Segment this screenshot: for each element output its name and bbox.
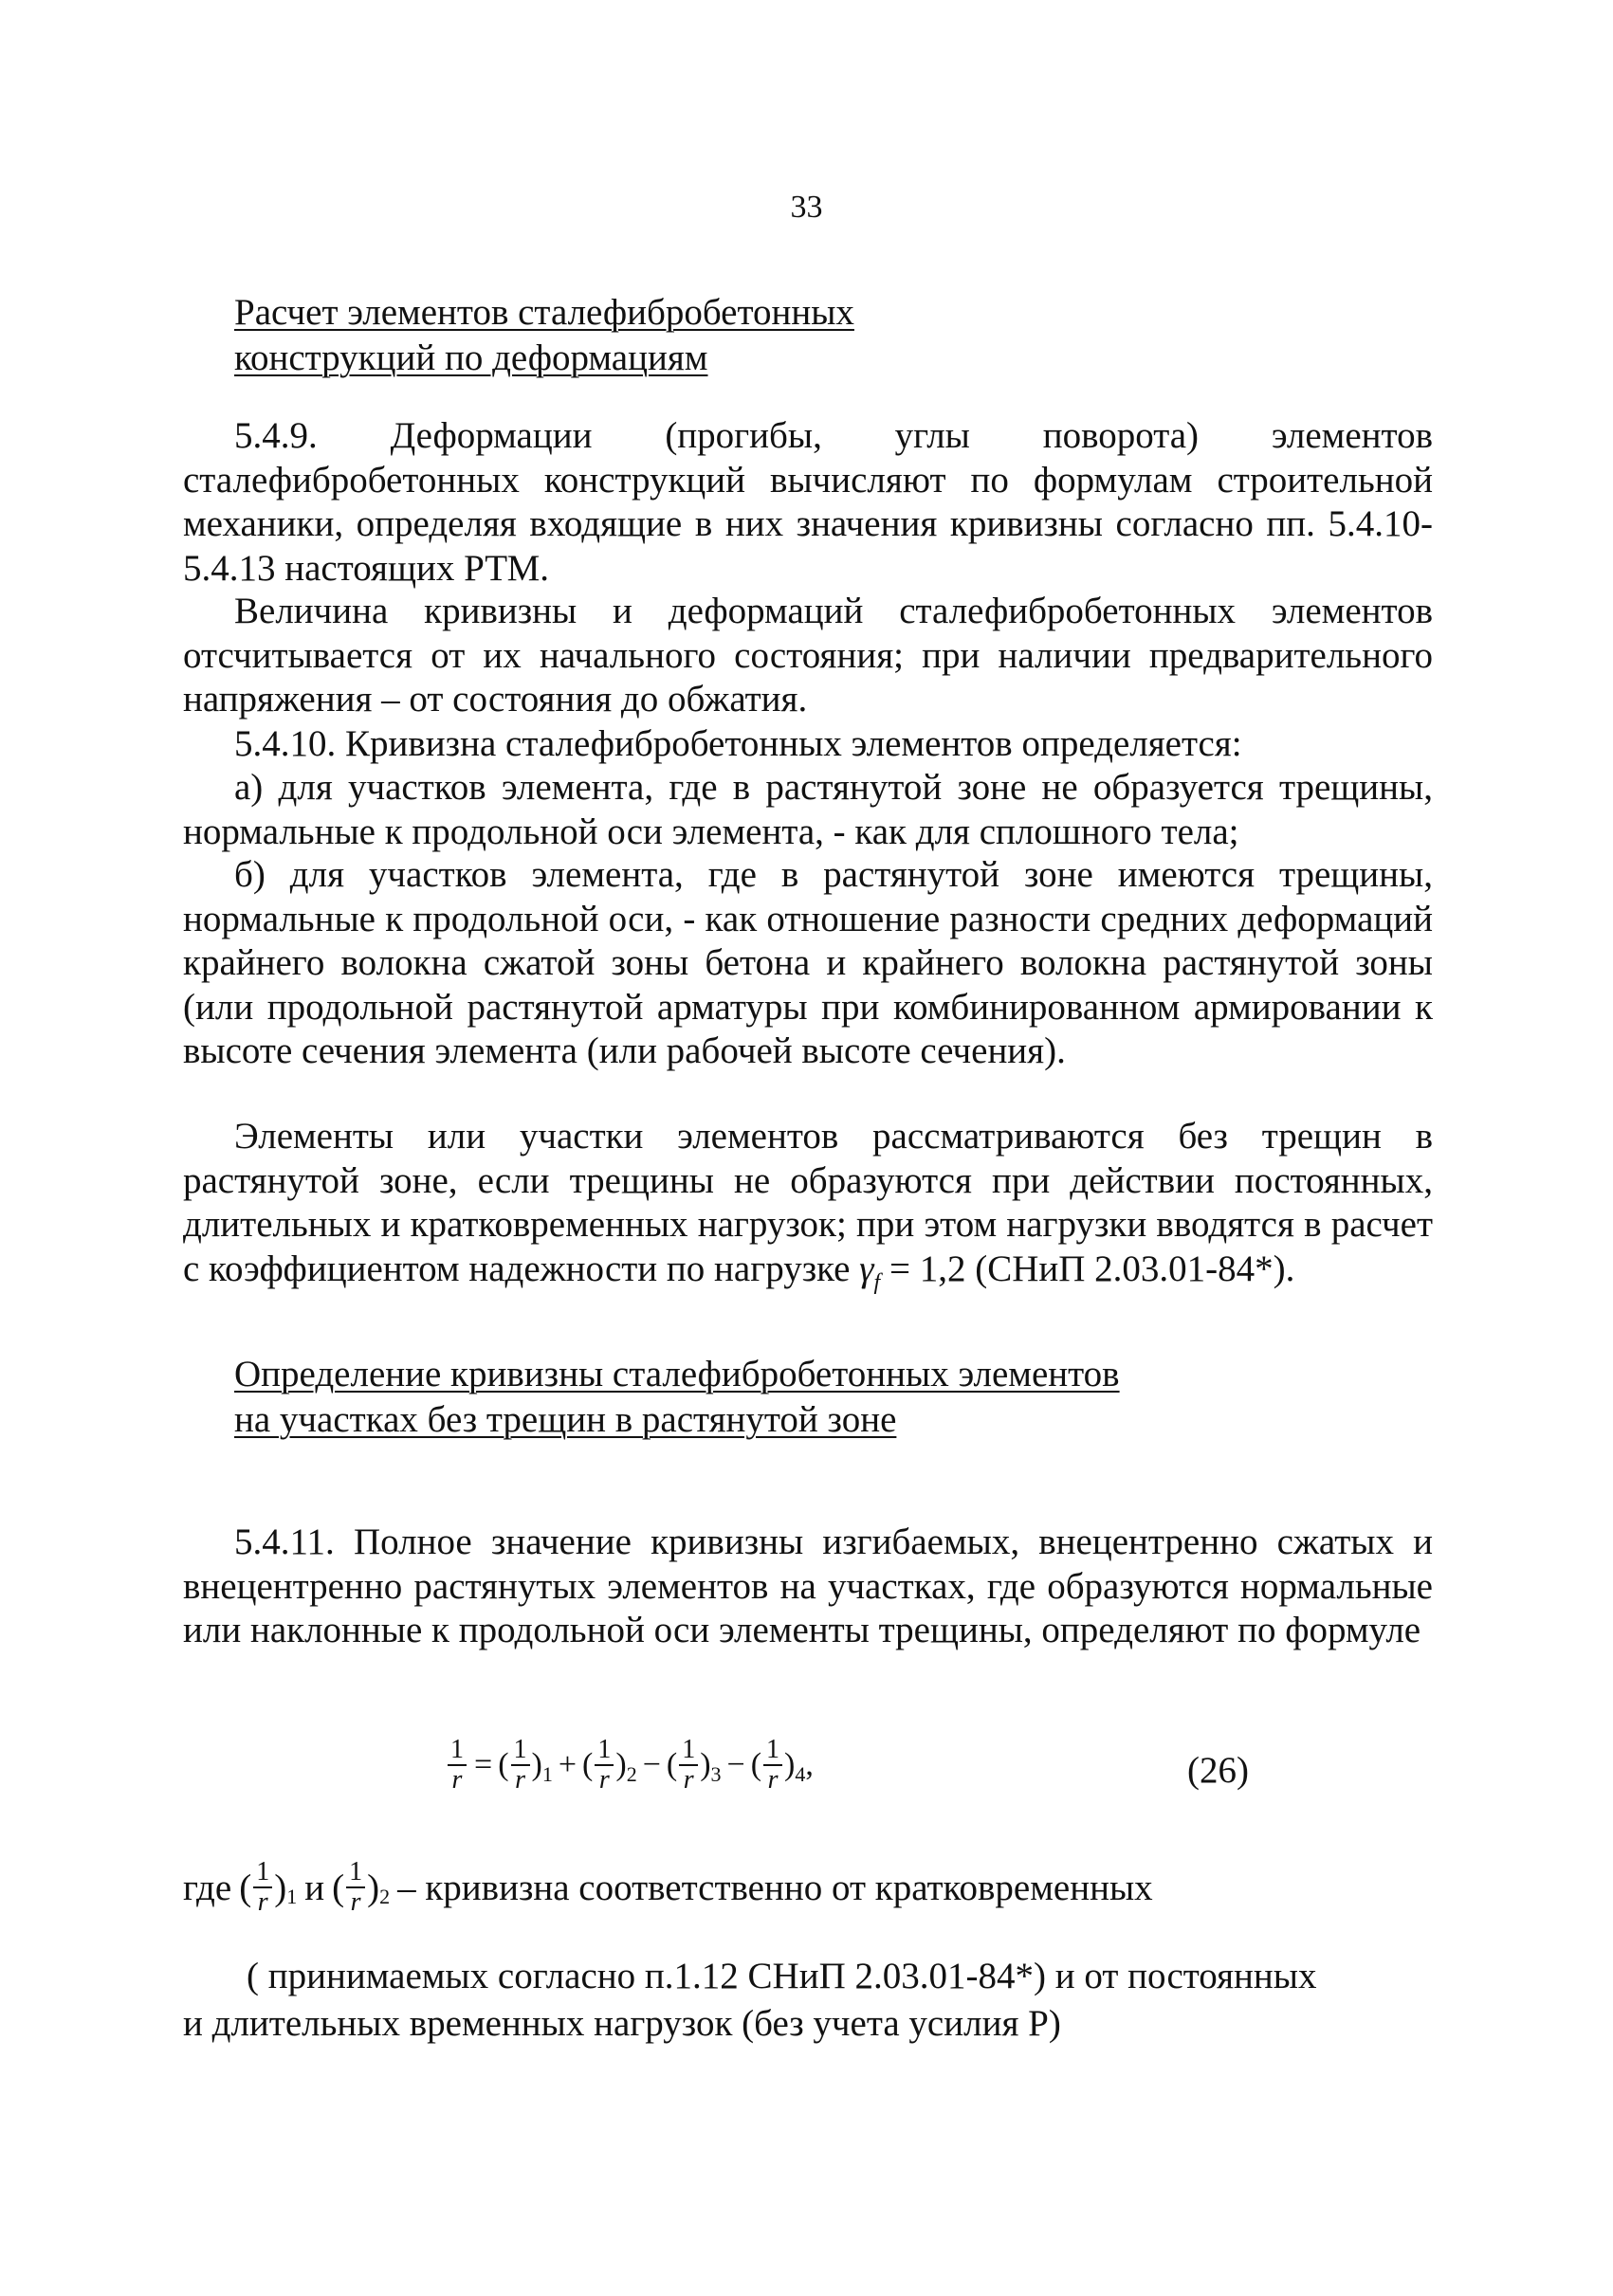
heading-line: конструкций по деформациям [234,337,708,378]
heading-line: Определение кривизны сталефибробетонных элементов [234,1354,1120,1394]
fraction: $\frac{1}{r}$ [448,1736,467,1795]
where-clause: где ( $\frac{1}{r}$ ) 1 и ( $\frac{1}{r}$ ) 2 – кривизна соответственно от кратковременных [183,1857,1153,1917]
paragraph-5-4-10: 5.4.10. Кривизна сталефибробетонных элементов определяется: [234,723,1242,764]
fraction: $\frac{1}{r}$ [679,1736,698,1795]
where-label: где [183,1867,232,1908]
paragraph-text: = 1,2 (СНиП 2.03.01-84*). [889,1248,1295,1289]
heading-line: на участках без трещин в растянутой зоне [234,1399,897,1440]
paragraph-text: Элементы или участки элементов рассматриваются без трещин в растянутой зоне, если трещины не образуются при действии постоянных, длительных и кратковременных нагрузок; при этом нагрузки вводятся в расчет с коэффициентом надежности по нагрузке [183,1116,1433,1289]
section-heading-deformation-calc [234,290,854,381]
gamma-subscript: f [873,1269,881,1295]
paragraph-curvature-reference: Величина кривизны и деформаций сталефибробетонных элементов отсчитывается от их начального состояния; при наличии предварительного напряжения – от состояния до обжатия. [183,591,1433,720]
where-continuation [183,1953,1433,2048]
heading-line: Расчет элементов сталефибробетонных [234,292,854,333]
fraction: $\frac{1}{r}$ [595,1736,614,1795]
and-word: и [304,1867,325,1908]
paragraph-5-4-9: 5.4.9. Деформации (прогибы, углы поворота) элементов сталефибробетонных конструкций вычисляют по формулам строительной механики, определяя входящие в них значения кривизны согласно пп. 5.4.10-5.4.13 настоящих РТМ. [183,415,1433,589]
fraction: $\frac{1}{r}$ [253,1858,272,1917]
continuation-line: ( принимаемых согласно п.1.12 СНиП 2.03.01-84*) и от постоянных [247,1956,1317,1996]
paragraph-item-a: а) для участков элемента, где в растянутой зоне не образуется трещины, нормальные к продольной оси элемента, - как для сплошного тела; [183,767,1433,852]
continuation-line: и длительных временных нагрузок (без учета усилия Р) [183,2003,1061,2044]
equation-number: (26) [1187,1750,1249,1791]
curvature-formula: $\frac{1}{r}$ = ( $\frac{1}{r}$ ) 1 + ( $\frac{1}{r}$ ) 2 − ( $\frac{1}{r}$ ) 3 − ( $\frac{1}{r}$ ) 4 , [446,1736,814,1795]
fraction: $\frac{1}{r}$ [511,1736,530,1795]
gamma-symbol: γ [859,1248,874,1289]
paragraph-5-4-11: 5.4.11. Полное значение кривизны изгибаемых, внецентренно сжатых и внецентренно растянутых элементов на участках, где образуются нормальные или наклонные к продольной оси элементы трещины, определяют по формуле [183,1522,1433,1650]
paragraph-elements-without-cracks [183,1115,1433,1304]
formula-26 [0,1736,1613,1812]
page-number: 33 [790,190,823,225]
where-description: – кривизна соответственно от кратковременных [397,1867,1153,1908]
fraction: $\frac{1}{r}$ [763,1736,782,1795]
fraction: $\frac{1}{r}$ [346,1858,365,1917]
section-heading-curvature-no-cracks [234,1352,1120,1443]
paragraph-item-b: б) для участков элемента, где в растянутой зоне имеются трещины, нормальные к продольной оси, - как отношение разности средних деформаций крайнего волокна сжатой зоны бетона и крайнего волокна растянутой зоны (или продольной растянутой арматуры при комбинированном армировании к высоте сечения элемента (или рабочей высоте сечения). [183,854,1433,1071]
